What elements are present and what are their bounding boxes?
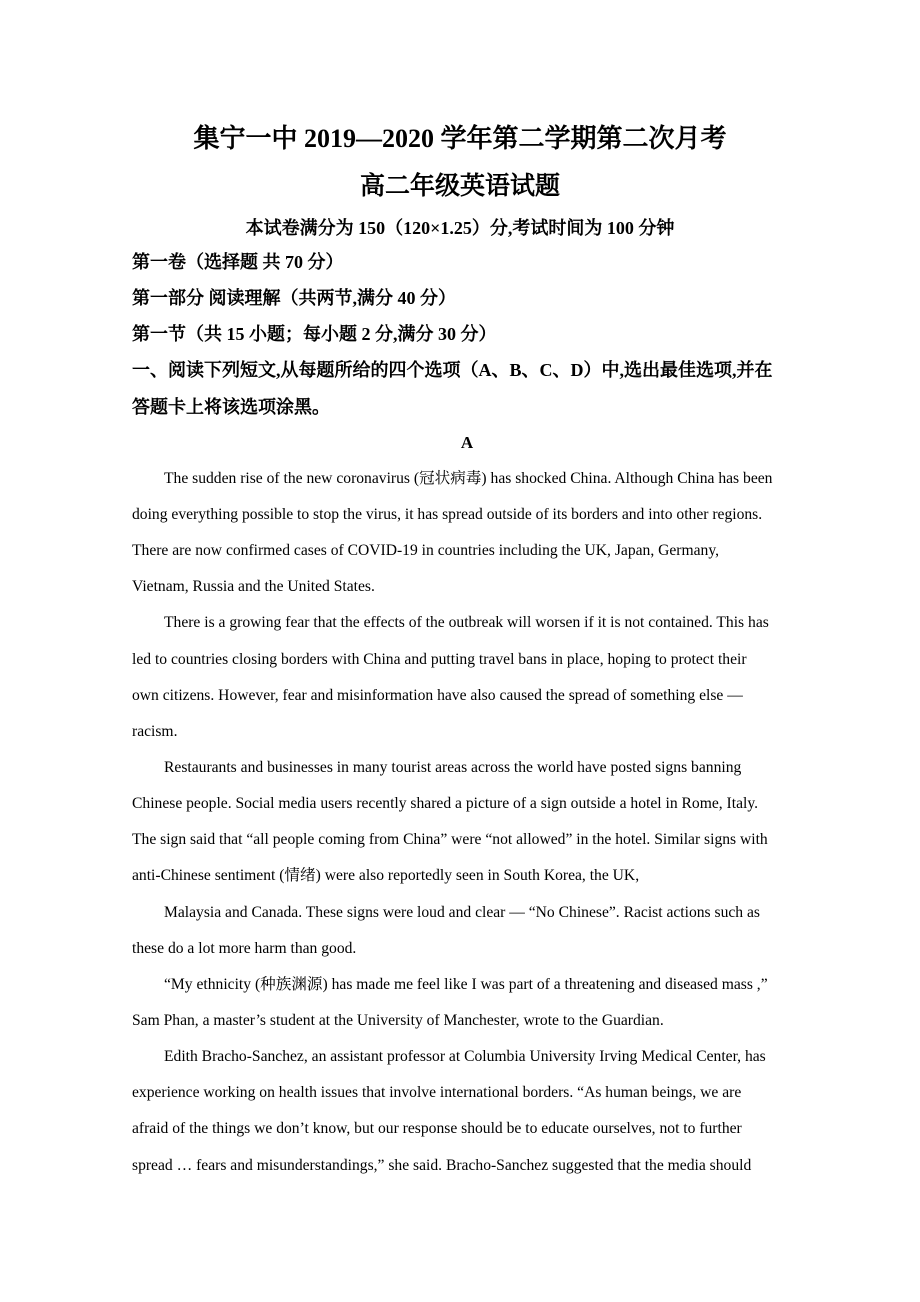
document-body (132, 244, 802, 1184)
heading-section: 第一节（共 15 小题；每小题 2 分,满分 30 分） (132, 324, 497, 345)
paragraph-line: anti-Chinese sentiment (情绪) were also reportedly seen in South Korea, the UK, (132, 867, 640, 885)
paragraph-line: led to countries closing borders with China and putting travel bans in place, hoping to protect their (132, 650, 747, 668)
passage-label: A (460, 432, 474, 452)
heading-volume: 第一卷（选择题 共 70 分） (132, 252, 344, 272)
paragraph-line: There is a growing fear that the effects of the outbreak will worsen if it is not contained. This has (164, 614, 769, 632)
paragraph-line: Chinese people. Social media users recently shared a picture of a sign outside a hotel in Rome, Italy. (132, 795, 759, 813)
paragraph-line: Sam Phan, a master’s student at the University of Manchester, wrote to the Guardian. (132, 1011, 664, 1029)
paragraph-line: “My ethnicity (种族渊源) has made me feel like I was part of a threatening and diseased mass ,” (164, 975, 768, 993)
instruction-line-2: 答题卡上将该选项涂黑。 (132, 396, 330, 417)
paragraph-line: Malaysia and Canada. These signs were loud and clear — “No Chinese”. Racist actions such as (164, 903, 760, 921)
instruction-line-1: 一、阅读下列短文,从每题所给的四个选项（A、B、C、D）中,选出最佳选项,并在 (132, 360, 773, 381)
paragraph-line: The sudden rise of the new coronavirus (冠状病毒) has shocked China. Although China has been (164, 469, 773, 487)
paragraph-line: afraid of the things we don’t know, but our response should be to educate ourselves, not to further (132, 1120, 742, 1138)
paragraph-line: own citizens. However, fear and misinformation have also caused the spread of something else — (132, 686, 743, 704)
paragraph-line: experience working on health issues that involve international borders. “As human beings, we are (132, 1084, 742, 1102)
passage-text (132, 461, 802, 1184)
exam-title: 集宁一中 2019—2020 学年第二学期第二次月考 (193, 124, 727, 153)
exam-subtitle: 高二年级英语试题 (359, 173, 560, 200)
paragraph-line: these do a lot more harm than good. (132, 939, 357, 957)
paragraph-line: racism. (132, 722, 178, 740)
paragraph-line: Restaurants and businesses in many tourist areas across the world have posted signs banning (164, 758, 742, 776)
paragraph-line: spread … fears and misunderstandings,” she said. Bracho-Sanchez suggested that the media should (132, 1156, 752, 1174)
heading-part: 第一部分 阅读理解（共两节,满分 40 分） (132, 288, 456, 309)
paragraph-line: Vietnam, Russia and the United States. (132, 578, 375, 596)
paragraph-line: Edith Bracho-Sanchez, an assistant professor at Columbia University Irving Medical Center, has (164, 1048, 766, 1066)
paragraph-line: The sign said that “all people coming from China” were “not allowed” in the hotel. Similar signs with (132, 831, 768, 849)
paragraph-line: doing everything possible to stop the virus, it has spread outside of its borders and into other regions. (132, 505, 763, 523)
paragraph-line: There are now confirmed cases of COVID-19 in countries including the UK, Japan, Germany, (132, 542, 720, 560)
score-note: 本试卷满分为 150（120×1.25）分,考试时间为 100 分钟 (245, 218, 675, 238)
